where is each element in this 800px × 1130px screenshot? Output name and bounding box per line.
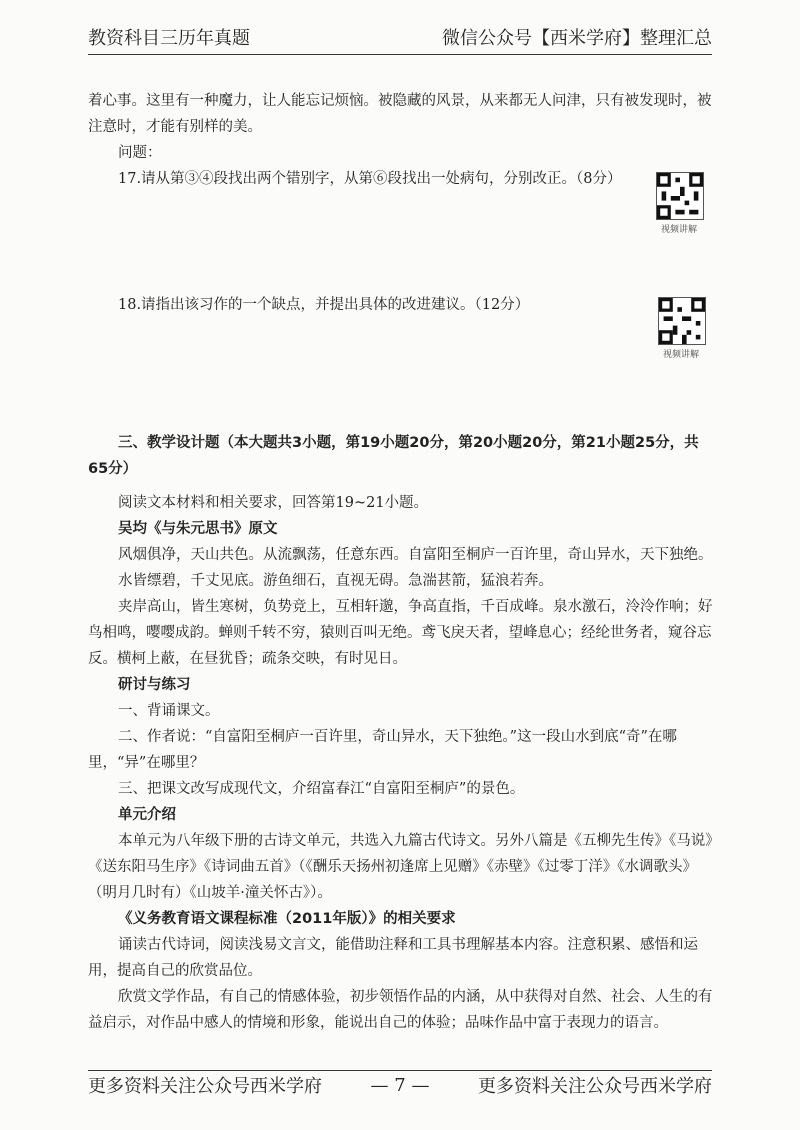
questions-label: 问题： [118,145,162,161]
source-title: 吴均《与朱元思书》原文 [118,521,278,537]
qr-label-q17: 视频讲解 [660,225,697,235]
source-paragraph-2: 水皆缥碧，千丈见底。游鱼细石，直视无碍。急湍甚箭，猛浪若奔。 [118,573,553,589]
section-3-block [88,430,713,1036]
footer-left: 更多资料关注公众号西米学府 [88,1076,322,1097]
qr-code-q17[interactable] [656,172,704,220]
footer-right: 更多资料关注公众号西米学府 [478,1076,712,1097]
page-footer [88,1070,712,1099]
question-17: 17.请从第③④段找出两个错别字，从第⑥段找出一处病句，分别改正。（8分） [118,171,622,187]
question-18-block [118,292,713,318]
qr-code-q18[interactable] [658,297,706,345]
exercise-3: 三、把课文改写成现代文，介绍富春江“自富阳至桐庐”的景色。 [118,781,525,797]
header-right: 微信公众号【西米学府】整理汇总 [442,28,712,49]
standard-paragraph-1: 诵读古代诗词，阅读浅易文言文，能借助注释和工具书理解基本内容。注意积累、感悟和运用，提高自己的欣赏品位。 [88,937,698,979]
source-paragraph-3: 夹岸高山，皆生寒树，负势竞上，互相轩邈，争高直指，千百成峰。泉水激石，泠泠作响；好鸟相鸣，嘤嘤成韵。蝉则千转不穷，猿则百叫无绝。鸢飞戾天者，望峰息心；经纶世务者，窥谷忘反。横柯上蔽，在昼犹昏；疏条交映，有时见日。 [88,599,713,667]
instruction: 阅读文本材料和相关要求，回答第19~21小题。 [118,495,429,511]
qr-code-icon [657,173,703,219]
unit-text: 本单元为八年级下册的古诗文单元，共选入九篇古代诗文。另外八篇是《五柳先生传》《马说》《送东阳马生序》《诗词曲五首》（《酬乐天扬州初逢席上见赠》《赤壁》《过零丁洋》《水调歌头》（明月几时有）《山坡羊·潼关怀古》）。 [88,833,713,901]
exercise-2: 二、作者说：“自富阳至桐庐一百许里，奇山异水，天下独绝。”这一段山水到底“奇”在哪里，“异”在哪里？ [88,729,677,771]
exercise-1: 一、背诵课文。 [118,703,220,719]
page-header [88,20,712,55]
standard-paragraph-2: 欣赏文学作品，有自己的情感体验，初步领悟作品的内涵，从中获得对自然、社会、人生的有益启示，对作品中感人的情境和形象，能说出自己的体验；品味作品中富于表现力的语言。 [88,989,713,1031]
exercise-title: 研讨与练习 [118,677,191,693]
section-3-heading: 三、教学设计题（本大题共3小题，第19小题20分，第20小题20分，第21小题25分，共65分） [88,435,699,477]
intro-block [88,88,713,192]
qr-code-icon [659,298,705,344]
standard-title: 《义务教育语文课程标准（2011年版）》的相关要求 [118,911,456,927]
intro-paragraph: 着心事。这里有一种魔力，让人能忘记烦恼。被隐藏的风景，从来都无人问津，只有被发现时，被注意时，才能有别样的美。 [88,93,712,135]
header-left: 教资科目三历年真题 [88,28,250,49]
question-18: 18.请指出该习作的一个缺点，并提出具体的改进建议。（12分） [118,297,530,313]
qr-label-q18: 视频讲解 [662,350,699,360]
page-number: — 7 — [370,1074,430,1096]
unit-title: 单元介绍 [118,807,176,823]
source-paragraph-1: 风烟俱净，天山共色。从流飘荡，任意东西。自富阳至桐庐一百许里，奇山异水，天下独绝。 [118,547,713,563]
